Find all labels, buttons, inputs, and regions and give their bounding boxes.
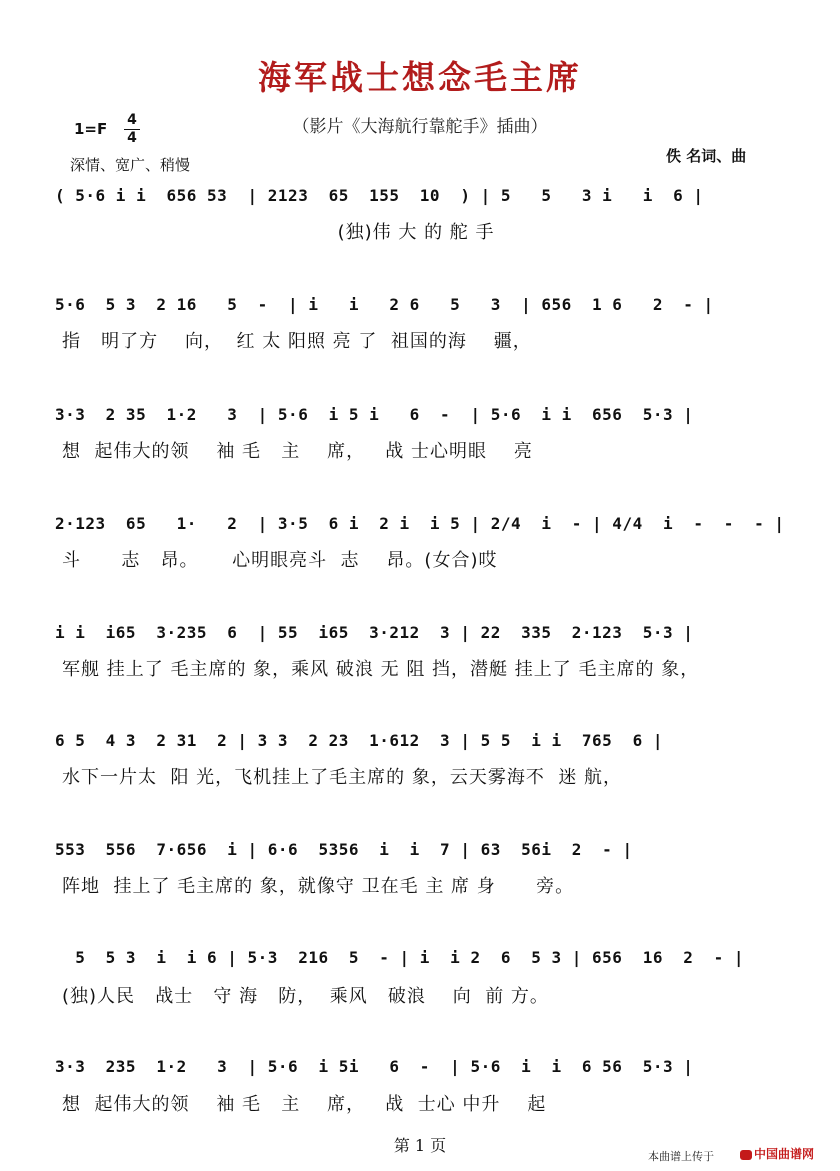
- score-row-1-lyrics: (独)伟 大 的 舵 手: [62, 222, 495, 243]
- song-title: 海军战士想念毛主席: [258, 58, 582, 97]
- time-signature-top: 4: [127, 112, 137, 128]
- score-row-3-notes: 3·3 2 35 1·2 3 | 5·6 i 5 i 6 - | 5·6 i i 656 5·3 |: [55, 405, 694, 424]
- score-row-2-lyrics: 指 明了方 向， 红 太 阳照 亮 了 祖国的海 疆，: [62, 331, 532, 352]
- time-signature: [124, 113, 140, 146]
- score-row-7-notes: 553 556 7·656 i | 6·6 5356 i i 7 | 63 56i 2 - |: [55, 840, 633, 859]
- time-signature-bottom: 4: [127, 130, 137, 146]
- score-row-2-notes: 5·6 5 3 2 16 5 - | i i 2 6 5 3 | 656 1 6 2 - |: [55, 295, 714, 314]
- song-subtitle: （影片《大海航行靠舵手》插曲）: [292, 117, 548, 137]
- score-row-7-lyrics: 阵地 挂上了 毛主席的 象，就像守 卫在毛 主 席 身 旁。: [62, 876, 575, 897]
- score-row-6-lyrics: 水下一片太 阳 光，飞机挂上了毛主席的 象，云天雾海不 迷 航，: [62, 767, 623, 788]
- author-credit: 佚 名词、曲: [666, 147, 747, 165]
- score-row-6-notes: 6 5 4 3 2 31 2 | 3 3 2 23 1·612 3 | 5 5 i i 765 6 |: [55, 731, 663, 750]
- site-name: 中国曲谱网: [754, 1147, 815, 1161]
- key-signature: 1=F: [74, 120, 108, 138]
- score-row-8-notes: 5 5 3 i i 6 | 5·3 216 5 - | i i 2 6 5 3 | 656 16 2 - |: [55, 948, 745, 967]
- upload-note: 本曲谱上传于: [648, 1150, 714, 1163]
- score-row-5-notes: i i i65 3·235 6 | 55 i65 3·212 3 | 22 335 2·123 5·3 |: [55, 623, 694, 642]
- page-number: 第 1 页: [393, 1136, 447, 1155]
- site-logo: [740, 1145, 814, 1162]
- score-row-8-lyrics: (独)人民 战士 守 海 防， 乘风 破浪 向 前 方。: [62, 986, 549, 1007]
- score-row-9-lyrics: 想 起伟大的领 袖 毛 主 席， 战 士心 中升 起: [62, 1094, 547, 1115]
- tempo-marking: 深情、宽广、稍慢: [70, 156, 191, 174]
- score-row-4-lyrics: 斗 志 昂。 心明眼亮斗 志 昂。(女合)哎: [62, 550, 498, 571]
- score-row-1-notes: ( 5·6 i i 656 53 | 2123 65 155 10 ) | 5 5 3 i i 6 |: [55, 186, 704, 205]
- score-row-5-lyrics: 军舰 挂上了 毛主席的 象，乘风 破浪 无 阻 挡，潜艇 挂上了 毛主席的 象，: [62, 659, 700, 680]
- score-row-9-notes: 3·3 235 1·2 3 | 5·6 i 5i 6 - | 5·6 i i 6 56 5·3 |: [55, 1057, 694, 1076]
- site-logo-icon: [740, 1150, 752, 1160]
- score-row-3-lyrics: 想 起伟大的领 袖 毛 主 席， 战 士心明眼 亮: [62, 441, 533, 462]
- score-row-4-notes: 2·123 65 1· 2 | 3·5 6 i 2 i i 5 | 2/4 i - | 4/4 i - - - |: [55, 514, 785, 533]
